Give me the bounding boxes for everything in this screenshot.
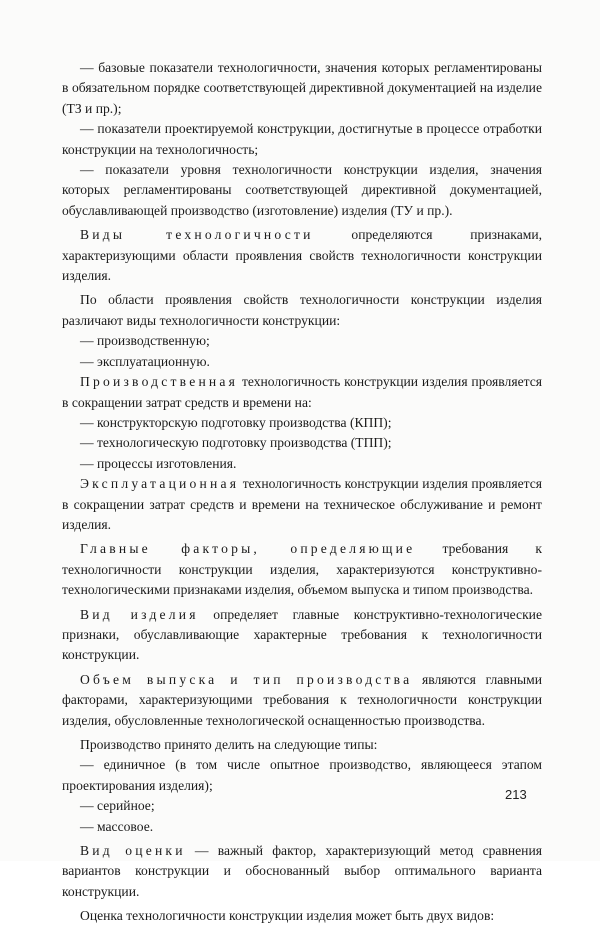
paragraph: Производственная технологичность конструкции изделия проявляется в сокращении затрат средств и времени на:: [62, 374, 542, 410]
paragraph: Эксплуатационная технологичность конструкции изделия проявляется в сокращении затрат средств и времени на техническое обслуживание и ремонт изделия.: [62, 476, 542, 532]
list-item: — серийное;: [80, 798, 155, 814]
spaced-term: Вид изделия: [80, 606, 199, 622]
list-item: — производственную;: [80, 333, 210, 349]
paragraph: Оценка технологичности конструкции изделия может быть двух видов:: [80, 908, 495, 924]
list-item: — технологическую подготовку производства (ТПП);: [80, 435, 392, 451]
spaced-term: Эксплуатационная: [80, 476, 240, 492]
paragraph: Производство принято делить на следующие типы:: [80, 737, 378, 752]
paragraph: Виды технологичности определяются признаками, характеризующими области проявления свойств технологичности конструкции изделия.: [62, 227, 543, 284]
paragraph: По области проявления свойств технологичности конструкции изделия различают виды технологичности конструкции:: [62, 292, 542, 328]
paragraph: Вид изделия определяет главные конструктивно-технологические признаки, обуславливающие характерные требования к технологичности конструкции.: [62, 606, 542, 663]
spaced-term: Виды технологичности: [80, 227, 314, 243]
paragraph: Вид оценки — важный фактор, характеризующий метод сравнения вариантов конструкции и обоснованный выбор оптимального варианта конструкции.: [62, 843, 542, 899]
paragraph: Объем выпуска и тип производства являются главными факторами, характеризующими требования к технологичности конструкции изделия, обусловленные технологической оснащенностью производства.: [62, 671, 542, 728]
spaced-term: Объем выпуска и тип производства: [80, 671, 413, 687]
page-number: 213: [505, 787, 527, 802]
list-item: — единичное (в том числе опытное производство, являющееся этапом проектирования изделия);: [62, 757, 542, 793]
body-text: [62, 58, 542, 927]
list-item: — показатели проектируемой конструкции, достигнутые в процессе отработки конструкции на технологичность;: [62, 121, 542, 157]
list-item: — базовые показатели технологичности, значения которых регламентированы в обязательном порядке соответствующей директивной документацией на изделие (ТЗ и пр.);: [62, 60, 542, 116]
list-item: — процессы изготовления.: [80, 455, 237, 471]
paragraph: Главные факторы, определяющие требования к технологичности конструкции изделия, характеризуются конструктивно-технологическими признаками изделия, объемом выпуска и типом производства.: [62, 541, 542, 598]
list-item: — показатели уровня технологичности конструкции изделия, значения которых регламентированы соответствующей директивной документацией, обуславливающей производство (изготовление) изделия (ТУ и пр.).: [62, 162, 542, 218]
spaced-term: Главные факторы, определяющие: [80, 541, 416, 557]
list-item: — массовое.: [80, 818, 154, 834]
spaced-term: Вид оценки: [80, 843, 186, 859]
spaced-term: Производственная: [80, 374, 239, 390]
list-item: — эксплуатационную.: [80, 353, 210, 369]
list-item: — конструкторскую подготовку производства (КПП);: [80, 414, 392, 430]
